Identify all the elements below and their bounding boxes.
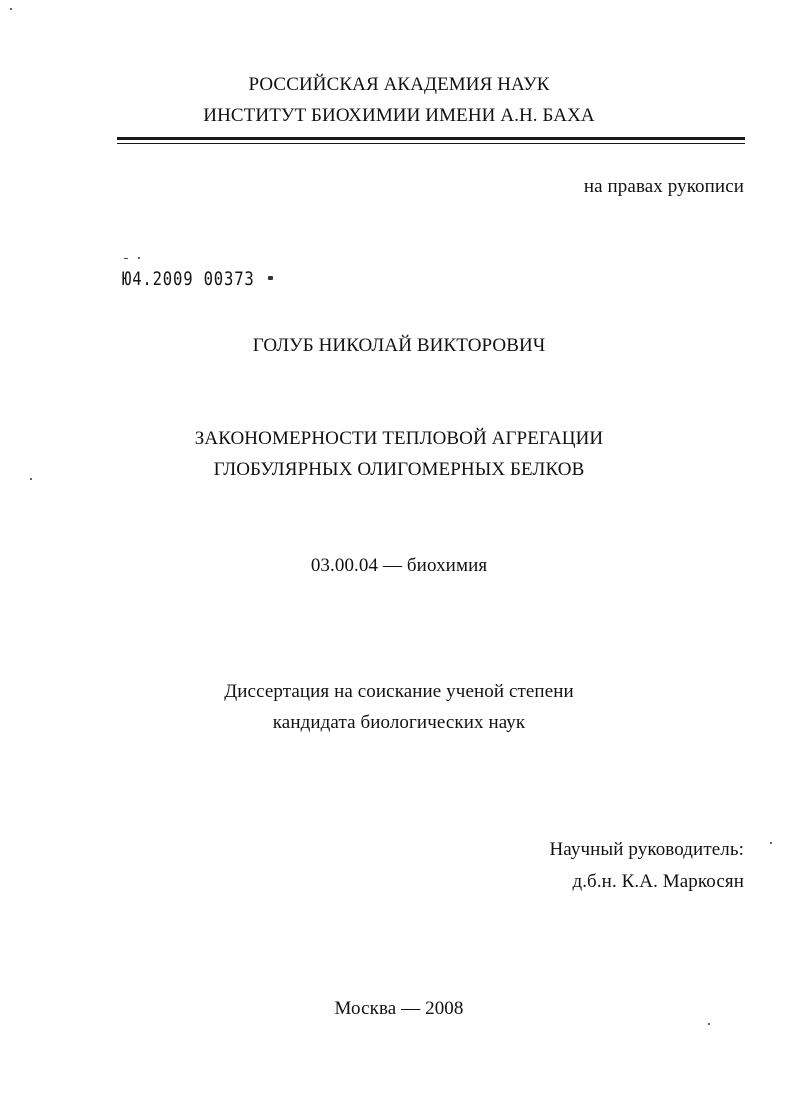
stamp-speck xyxy=(124,258,128,259)
scan-speck xyxy=(770,842,772,844)
header-rule-thick xyxy=(117,137,745,140)
scan-speck xyxy=(30,478,32,480)
header-rule-thin xyxy=(117,143,745,144)
supervisor-label: Научный руководитель: xyxy=(549,839,744,860)
scan-speck xyxy=(10,8,12,10)
degree-line-1: Диссертация на соискание ученой степени xyxy=(224,681,574,702)
scan-speck xyxy=(708,1023,710,1025)
supervisor-name: д.б.н. К.А. Маркосян xyxy=(572,871,744,892)
registration-stamp: Ю4.2009 00373 xyxy=(122,268,255,290)
thesis-title-line-2: ГЛОБУЛЯРНЫХ ОЛИГОМЕРНЫХ БЕЛКОВ xyxy=(213,459,585,480)
author-name: ГОЛУБ НИКОЛАЙ ВИКТОРОВИЧ xyxy=(252,335,546,356)
city-year: Москва — 2008 xyxy=(334,998,464,1019)
stamp-mark xyxy=(268,276,273,280)
thesis-title-line-1: ЗАКОНОМЕРНОСТИ ТЕПЛОВОЙ АГРЕГАЦИИ xyxy=(194,428,604,449)
degree-line-2: кандидата биологических наук xyxy=(272,712,526,733)
stamp-speck xyxy=(138,257,140,259)
specialty-code: 03.00.04 — биохимия xyxy=(310,555,488,576)
academy-name: РОССИЙСКАЯ АКАДЕМИЯ НАУК xyxy=(248,74,550,95)
manuscript-note: на правах рукописи xyxy=(583,176,744,197)
institute-name: ИНСТИТУТ БИОХИМИИ ИМЕНИ А.Н. БАХА xyxy=(203,105,595,126)
